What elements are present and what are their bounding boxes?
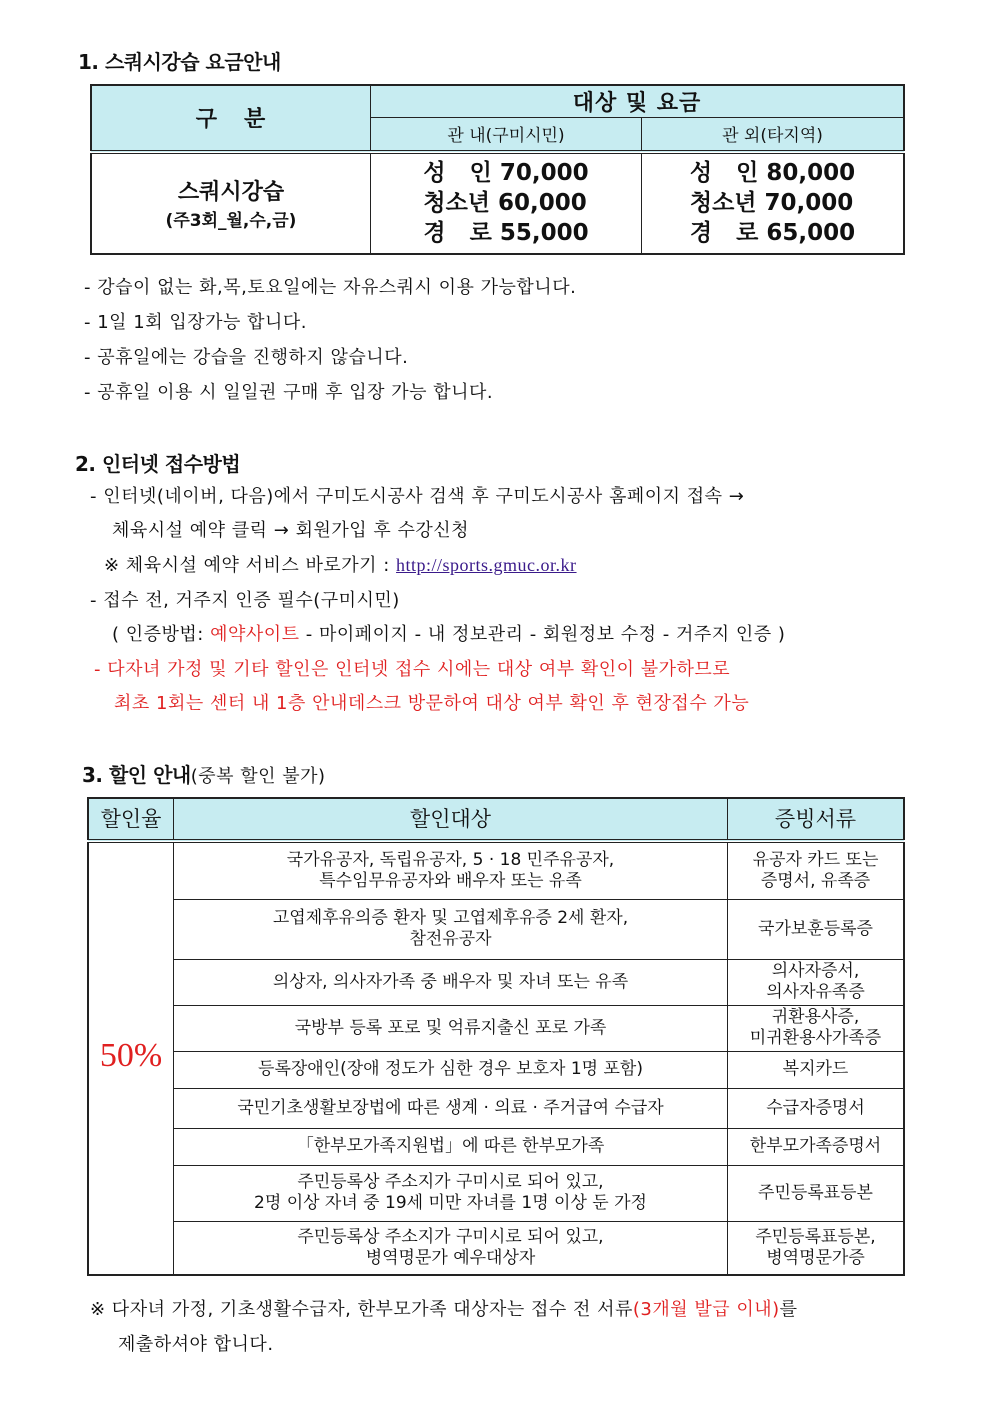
disc-target (174, 841, 728, 899)
section3-title: 3. 할인 안내 (82, 763, 191, 787)
disc-target (174, 959, 728, 1005)
disc-doc (728, 1128, 905, 1165)
section2-title: 2. 인터넷 접수방법 (75, 452, 241, 476)
disc-doc-line: 주민등록표등본, (755, 1226, 876, 1247)
section1-title: 1. 스쿼시강습 요금안내 (78, 50, 281, 74)
note-4: - 공휴일 이용 시 일일권 구매 후 입장 가능 합니다. (84, 382, 494, 403)
fee-out-list (690, 158, 855, 248)
disc-header-doc: 증빙서류 (728, 798, 905, 841)
disc-rate: 50% (99, 1037, 163, 1074)
disc-target-line: 참전유공자 (409, 929, 492, 949)
disc-target-line: 의상자, 의사자가족 중 배우자 및 자녀 또는 유족 (272, 971, 629, 992)
fee-out-senior: 경 로 65,000 (689, 220, 856, 246)
auth-suffix: - 마이페이지 - 내 정보관리 - 회원정보 수정 - 거주지 인증 ) (299, 624, 786, 645)
fee-header-out-label: 관 외(타지역) (722, 126, 823, 147)
disc-header-target: 할인대상 (174, 798, 728, 841)
s2-shortcut (104, 551, 577, 577)
fee-in-list (423, 158, 588, 248)
fee-out-youth: 청소년 70,000 (689, 190, 854, 216)
disc-doc (728, 899, 905, 959)
shortcut-label: ※ 체육시설 예약 서비스 바로가기 : (104, 555, 390, 576)
note-1: - 강습이 없는 화,목,토요일에는 자유스쿼시 이용 가능합니다. (84, 277, 577, 298)
disc-doc (728, 841, 905, 899)
fee-out-cell (642, 152, 905, 254)
fee-header-target-fee (371, 85, 905, 118)
disc-target (174, 1088, 728, 1128)
footnote-suffix: 를 (779, 1299, 798, 1320)
disc-doc-line: 병역명문가증 (766, 1247, 865, 1268)
disc-doc-line: 유공자 카드 또는 (752, 849, 879, 870)
footnote-red: (3개월 발급 이내) (632, 1299, 780, 1320)
disc-doc (728, 1165, 905, 1221)
disc-target (174, 1165, 728, 1221)
disc-target-line: 주민등록상 주소지가 구미시로 되어 있고, (297, 1172, 604, 1192)
disc-doc-line: 의사자증서, (771, 961, 860, 981)
disc-doc-line: 의사자유족증 (766, 982, 865, 1002)
disc-doc-line: 복지카드 (782, 1059, 849, 1079)
disc-doc-line: 귀환용사증, (771, 1007, 860, 1027)
disc-doc (728, 959, 905, 1005)
disc-doc (728, 1088, 905, 1128)
disc-doc (728, 1221, 905, 1275)
disc-target-line: 국가유공자, 독립유공자, 5 · 18 민주유공자, (286, 849, 615, 870)
disc-doc-line: 증명서, 유족증 (760, 870, 871, 891)
disc-target-line: 특수임무유공자와 배우자 또는 유족 (319, 870, 582, 891)
fee-in-cell (371, 152, 642, 254)
s2-auth (112, 620, 785, 646)
shortcut-link[interactable]: http://sports.gmuc.or.kr (396, 555, 577, 575)
fee-table (90, 84, 905, 255)
disc-target (174, 1221, 728, 1275)
disc-target-line: 고엽제후유의증 환자 및 고엽제후유증 2세 환자, (272, 908, 629, 928)
s2-red1: - 다자녀 가정 및 기타 할인은 인터넷 접수 시에는 대상 여부 확인이 불가하므로 (94, 659, 731, 680)
disc-target-line: 2명 이상 자녀 중 19세 미만 자녀를 1명 이상 둔 가정 (254, 1193, 647, 1213)
fee-in-adult: 성 인 70,000 (423, 160, 589, 186)
section3-heading (82, 759, 326, 788)
disc-target-line: 병역명문가 예우대상자 (365, 1247, 536, 1268)
footnote-line2: 제출하셔야 합니다. (118, 1334, 274, 1355)
disc-target (174, 1051, 728, 1088)
fee-category-cell (91, 152, 371, 254)
disc-rate-cell (88, 841, 174, 1275)
fee-header-in-label: 관 내(구미시민) (447, 126, 565, 147)
footnote-prefix: ※ 다자녀 가정, 기초생활수급자, 한부모가족 대상자는 접수 전 서류 (90, 1299, 633, 1320)
disc-target-line: 「한부모가족지원법」에 따른 한부모가족 (296, 1136, 605, 1156)
auth-site: 예약사이트 (210, 624, 300, 645)
auth-prefix: ( 인증방법: (112, 624, 211, 645)
fee-in-senior: 경 로 55,000 (423, 220, 589, 246)
disc-doc (728, 1005, 905, 1051)
fee-header-in (371, 118, 642, 152)
discount-table (87, 797, 905, 1276)
fee-header-target-fee-label: 대상 및 요금 (572, 91, 702, 116)
footnote-line1 (90, 1295, 798, 1321)
s2-red2: 최초 1회는 센터 내 1층 안내데스크 방문하여 대상 여부 확인 후 현장접수 가능 (114, 693, 750, 714)
disc-target (174, 1005, 728, 1051)
disc-target-line: 등록장애인(장애 정도가 심한 경우 보호자 1명 포함) (258, 1059, 643, 1079)
fee-header-out (642, 118, 905, 152)
disc-doc-line: 수급자증명서 (766, 1097, 865, 1118)
disc-target (174, 899, 728, 959)
disc-header-rate: 할인율 (88, 798, 174, 841)
fee-header-category (91, 85, 371, 152)
fee-out-adult: 성 인 80,000 (689, 160, 856, 186)
disc-target-line: 국방부 등록 포로 및 억류지출신 포로 가족 (294, 1017, 607, 1038)
note-3: - 공휴일에는 강습을 진행하지 않습니다. (84, 347, 409, 368)
fee-category-sub: (주3회_월,수,금) (165, 211, 297, 231)
disc-target-line: 주민등록상 주소지가 구미시로 되어 있고, (297, 1226, 604, 1247)
disc-doc-line: 한부모가족증명서 (749, 1136, 882, 1156)
s2-line1: - 인터넷(네이버, 다음)에서 구미도시공사 검색 후 구미도시공사 홈페이지 접속 → (90, 486, 745, 507)
section3-title-note: (중복 할인 불가) (190, 766, 326, 787)
disc-target-line: 국민기초생활보장법에 따른 생계 · 의료 · 주거급여 수급자 (237, 1097, 664, 1118)
s2-line4: - 접수 전, 거주지 인증 필수(구미시민) (90, 590, 400, 611)
s2-line2: 체육시설 예약 클릭 → 회원가입 후 수강신청 (112, 520, 470, 541)
disc-target (174, 1128, 728, 1165)
fee-category: 스쿼시강습 (177, 180, 285, 205)
disc-doc-line: 미귀환용사가족증 (749, 1028, 882, 1048)
disc-doc (728, 1051, 905, 1088)
disc-doc-line: 주민등록표등본 (758, 1182, 873, 1203)
fee-header-category-label: 구 분 (195, 107, 267, 133)
disc-doc-line: 국가보훈등록증 (758, 918, 873, 939)
fee-in-youth: 청소년 60,000 (423, 190, 587, 216)
note-2: - 1일 1회 입장가능 합니다. (84, 312, 307, 333)
